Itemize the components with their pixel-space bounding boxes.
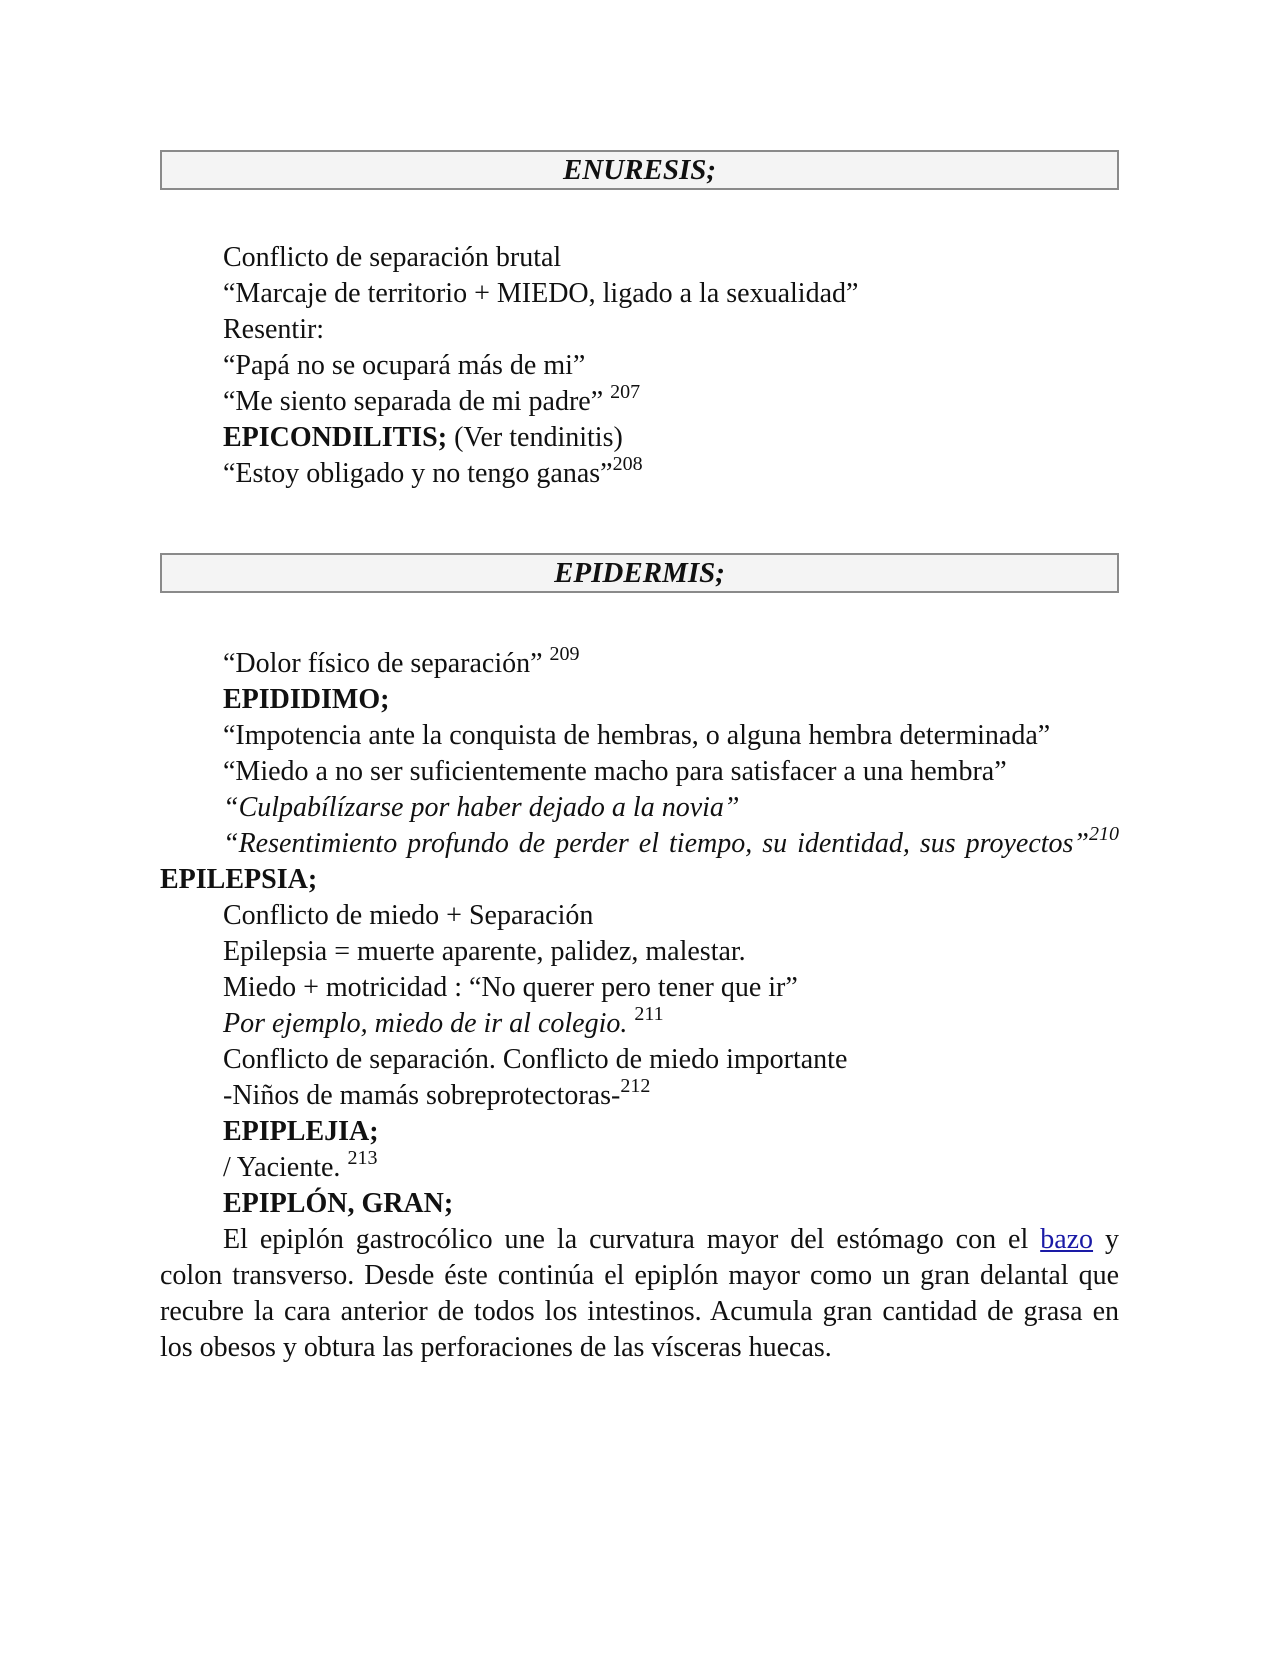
italic-example: Por ejemplo, miedo de ir al colegio. (223, 1008, 628, 1039)
note-text: -Niños de mamás sobreprotectoras- (223, 1080, 621, 1111)
paragraph-text: El epiplón gastrocólico une la curvatura mayor del estómago con el (223, 1224, 1041, 1255)
footnote-ref: 210 (1089, 823, 1119, 845)
note-text: / Yaciente. (223, 1152, 348, 1183)
enuresis-content (160, 240, 1119, 492)
section-heading-epidermis (160, 553, 1119, 593)
paragraph-text: y colon transverso. Desde éste continúa el epiplón mayor como un gran delantal que recubre la cara anterior de todos los intestinos. Acumula gran cantidad de grasa en los obesos y obtura las perforaciones de las vísceras huecas. (160, 1224, 1119, 1363)
text-line: Conflicto de separación. Conflicto de miedo importante (223, 1044, 848, 1075)
footnote-ref: 211 (634, 1003, 664, 1025)
paragraph (160, 823, 1119, 898)
footnote-ref: 213 (347, 1147, 378, 1169)
entry-title-epididimo: EPIDIDIMO; (223, 684, 390, 715)
italic-quote: “Resentimiento profundo de perder el tiempo, su identidad, sus proyectos” (223, 828, 1089, 859)
text-line (160, 643, 1119, 682)
text-line: Resentir: (223, 314, 325, 345)
quote-text: “Dolor físico de separación” (223, 648, 550, 679)
entry-note: (Ver tendinitis) (447, 422, 623, 453)
text-line (160, 1003, 1119, 1042)
epidermis-content (160, 643, 1119, 1366)
entry-title-epicondilitis: EPICONDILITIS; (223, 422, 448, 453)
paragraph-epiplon (160, 1222, 1119, 1366)
text-line (160, 453, 1119, 492)
entry-line (160, 420, 1119, 456)
paragraph: “Impotencia ante la conquista de hembras, o alguna hembra determinada” (223, 720, 1051, 751)
entry-title-epilepsia: EPILEPSIA; (160, 864, 318, 895)
footnote-ref: 209 (549, 643, 580, 665)
text-line-italic: “Culpabílízarse por haber dejado a la novia” (223, 792, 740, 823)
section-heading-enuresis (160, 150, 1119, 190)
text-line (160, 1075, 1119, 1114)
entry-title-epiplon: EPIPLÓN, GRAN; (223, 1188, 454, 1219)
text-line: Conflicto de miedo + Separación (223, 900, 594, 931)
footnote-ref: 207 (610, 381, 641, 403)
heading-text: EPIDERMIS; (554, 557, 725, 589)
entry-title-epiplejia: EPIPLEJIA; (223, 1116, 379, 1147)
text-line (160, 381, 1119, 420)
quote-text: “Estoy obligado y no tengo ganas” (223, 458, 613, 489)
quote-text: “Me siento separada de mi padre” (223, 386, 611, 417)
footnote-ref: 212 (620, 1075, 651, 1097)
text-line: “Miedo a no ser suficientemente macho para satisfacer a una hembra” (223, 756, 1007, 787)
text-line: Miedo + motricidad : “No querer pero tener que ir” (223, 972, 798, 1003)
footnote-ref: 208 (612, 453, 643, 475)
text-line: “Papá no se ocupará más de mi” (223, 350, 586, 381)
text-line: Epilepsia = muerte aparente, palidez, malestar. (223, 936, 746, 967)
heading-text: ENURESIS; (562, 154, 717, 186)
bazo-link[interactable]: bazo (1040, 1224, 1094, 1255)
text-line: Conflicto de separación brutal (223, 242, 562, 273)
text-line: “Marcaje de territorio + MIEDO, ligado a la sexualidad” (223, 278, 859, 309)
text-line (160, 1147, 1119, 1186)
